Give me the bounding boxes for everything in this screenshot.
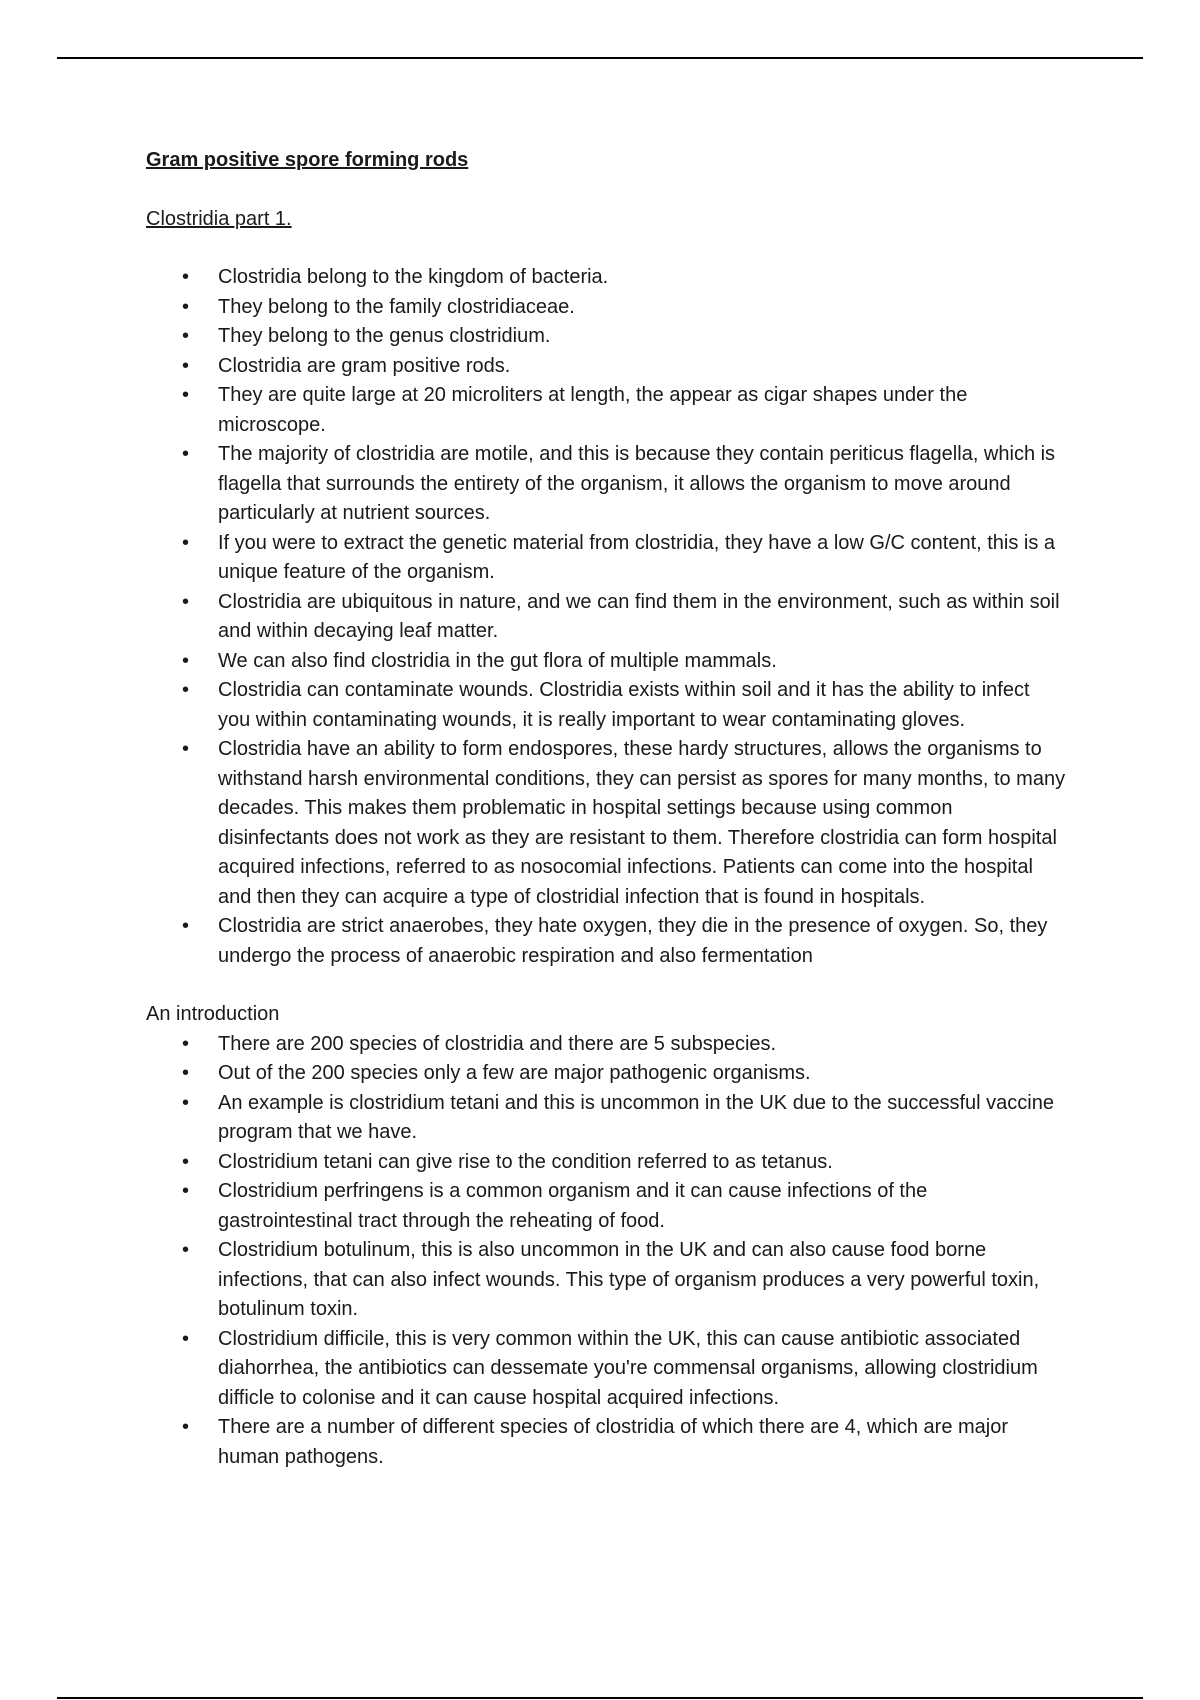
bullet-item: • If you were to extract the genetic material from clostridia, they have a low G/C content, this is a unique feature of the organism. bbox=[146, 529, 1066, 588]
footer-rule bbox=[57, 1697, 1143, 1699]
bullet-item: • Clostridium difficile, this is very common within the UK, this can cause antibiotic associated diahorrhea, the antibiotics can dessemate you're commensal organisms, allowing clostridium difficle to colonise and it can cause hospital acquired infections. bbox=[146, 1325, 1066, 1414]
bullet-item: • They belong to the family clostridiaceae. bbox=[146, 293, 1066, 323]
bullet-item: • Clostridium botulinum, this is also uncommon in the UK and can also cause food borne infections, that can also infect wounds. This type of organism produces a very powerful toxin, botulinum toxin. bbox=[146, 1236, 1066, 1325]
document-body bbox=[146, 146, 1066, 1472]
bullet-item: • We can also find clostridia in the gut flora of multiple mammals. bbox=[146, 647, 1066, 677]
bullet-item: • They are quite large at 20 microliters at length, the appear as cigar shapes under the microscope. bbox=[146, 381, 1066, 440]
section-subtitle: Clostridia part 1. bbox=[146, 207, 292, 230]
section1-bullet-list bbox=[146, 263, 1066, 971]
bullet-item: • There are a number of different species of clostridia of which there are 4, which are major human pathogens. bbox=[146, 1413, 1066, 1472]
bullet-item: • Clostridia are gram positive rods. bbox=[146, 352, 1066, 382]
bullet-item: • Clostridia are ubiquitous in nature, and we can find them in the environment, such as within soil and within decaying leaf matter. bbox=[146, 588, 1066, 647]
bullet-item: • Clostridia can contaminate wounds. Clostridia exists within soil and it has the ability to infect you within contaminating wounds, it is really important to wear contaminating gloves. bbox=[146, 676, 1066, 735]
bullet-item: • Out of the 200 species only a few are major pathogenic organisms. bbox=[146, 1059, 1066, 1089]
header-rule bbox=[57, 57, 1143, 59]
section2-bullet-list bbox=[146, 1030, 1066, 1473]
section2-heading: An introduction bbox=[146, 1003, 280, 1025]
bullet-item: • Clostridium perfringens is a common organism and it can cause infections of the gastrointestinal tract through the reheating of food. bbox=[146, 1177, 1066, 1236]
bullet-item: • Clostridia have an ability to form endospores, these hardy structures, allows the organisms to withstand harsh environmental conditions, they can persist as spores for many months, to many decades. This makes them problematic in hospital settings because using common disinfectants does not work as they are resistant to them. Therefore clostridia can form hospital acquired infections, referred to as nosocomial infections. Patients can come into the hospital and then they can acquire a type of clostridial infection that is found in hospitals. bbox=[146, 735, 1066, 912]
bullet-item: • The majority of clostridia are motile, and this is because they contain periticus flagella, which is flagella that surrounds the entirety of the organism, it allows the organism to move around particularly at nutrient sources. bbox=[146, 440, 1066, 529]
bullet-item: • They belong to the genus clostridium. bbox=[146, 322, 1066, 352]
bullet-item: • There are 200 species of clostridia and there are 5 subspecies. bbox=[146, 1030, 1066, 1060]
bullet-item: • Clostridia belong to the kingdom of bacteria. bbox=[146, 263, 1066, 293]
document-title: Gram positive spore forming rods bbox=[146, 149, 469, 171]
bullet-item: • Clostridia are strict anaerobes, they hate oxygen, they die in the presence of oxygen. So, they undergo the process of anaerobic respiration and also fermentation bbox=[146, 912, 1066, 971]
bullet-item: • Clostridium tetani can give rise to the condition referred to as tetanus. bbox=[146, 1148, 1066, 1178]
bullet-item: • An example is clostridium tetani and this is uncommon in the UK due to the successful vaccine program that we have. bbox=[146, 1089, 1066, 1148]
